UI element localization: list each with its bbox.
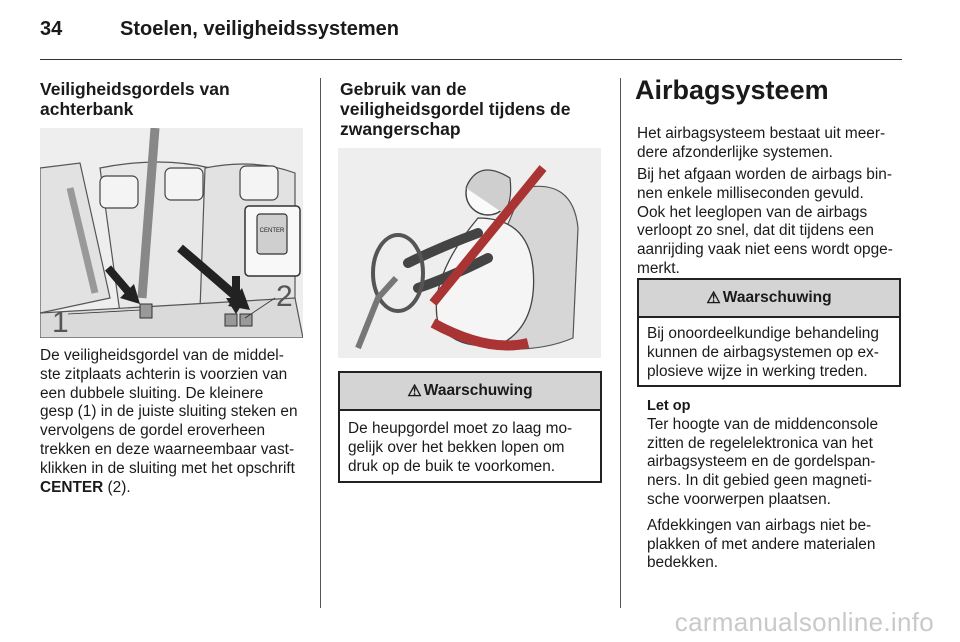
text-line: merkt.: [637, 259, 680, 277]
text-line: sche voorwerpen plaatsen.: [647, 490, 831, 508]
heading-line: Veiligheidsgordels van: [40, 79, 230, 99]
warning-line: Bij onoordeelkundige behandeling: [647, 325, 879, 342]
warning-line: druk op de buik te voorkomen.: [348, 457, 556, 475]
warning-body: [639, 318, 899, 390]
column-divider-1: [320, 78, 321, 608]
warning-title: Waarschuwing: [722, 289, 832, 306]
column-divider-2: [620, 78, 621, 608]
text-line: vervolgens de gordel eroverheen: [40, 422, 266, 440]
airbag-intro-paragraph: [637, 125, 907, 163]
text-line: aanrijding vaak niet eens wordt opge-: [637, 241, 893, 259]
watermark: carmanualsonline.info: [674, 607, 934, 637]
rear-seat-belt-illustration: [40, 128, 303, 338]
text-line: klikken in de sluiting met het opschrift: [40, 459, 295, 477]
warning-body: [340, 411, 600, 485]
heading-line: zwangerschap: [340, 119, 461, 139]
figure-label-2: 2: [276, 280, 293, 313]
heading-line: veiligheidsgordel tijdens de: [340, 99, 571, 119]
warning-header: [639, 280, 899, 318]
warning-line: gelijk over het bekken lopen om: [348, 438, 565, 456]
heading-line: Gebruik van de: [340, 79, 467, 99]
text-line: airbagsysteem en de gordelspan-: [647, 453, 876, 471]
text-line: plakken of met andere materialen: [647, 535, 876, 553]
text-line: trekken en deze waarneembaar vast-: [40, 440, 295, 458]
text-line: nen enkele milliseconden gevuld.: [637, 184, 864, 202]
warning-line: plosieve wijze in werking treden.: [647, 362, 868, 380]
text-line: Bij het afgaan worden de airbags bin-: [637, 166, 892, 183]
rear-belt-paragraph: [40, 347, 310, 497]
text-line: verloopt zo snel, dat dit tijdens een: [637, 222, 874, 240]
text-line: Ter hoogte van de middenconsole: [647, 415, 879, 433]
page-title: Stoelen, veiligheidssystemen: [120, 18, 399, 40]
section-heading-pregnancy: [340, 79, 610, 139]
center-label: CENTER: [40, 478, 104, 496]
caution-note: [647, 397, 907, 573]
text-fragment: (2).: [103, 478, 131, 496]
airbag-heading: Airbagsysteem: [635, 75, 829, 105]
text-line: [40, 479, 310, 498]
rear-seat-svg: [40, 128, 303, 338]
text-line: dere afzonderlijke systemen.: [637, 143, 833, 161]
note-title: Let op: [647, 398, 691, 414]
pregnant-driver-svg: [338, 148, 601, 358]
warning-triangle-icon: ⚠: [706, 290, 721, 307]
text-line: Afdekkingen van airbags niet be-: [647, 516, 872, 534]
warning-triangle-icon: ⚠: [407, 383, 422, 400]
text-line: zitten de regelelektronica van het: [647, 434, 873, 452]
airbag-inflation-paragraph: [637, 166, 907, 279]
warning-title: Waarschuwing: [423, 382, 533, 399]
text-line: Het airbagsysteem bestaat uit meer-: [637, 125, 886, 142]
text-line: ste zitplaats achterin is voorzien van: [40, 365, 288, 383]
pregnancy-warning-box: [338, 371, 602, 483]
figure-label-1: 1: [52, 306, 69, 338]
text-line: ners. In dit gebied geen magneti-: [647, 472, 873, 490]
section-heading-rear-belts: [40, 79, 310, 119]
page-number: 34: [40, 18, 63, 40]
warning-line: kunnen de airbagsystemen op ex-: [647, 343, 879, 361]
text-line: gesp (1) in de juiste sluiting steken en: [40, 403, 298, 421]
warning-header: [340, 373, 600, 411]
pregnant-driver-illustration: [338, 148, 601, 358]
warning-line: De heupgordel moet zo laag mo-: [348, 420, 573, 437]
header-divider: [40, 59, 902, 60]
text-line: bedekken.: [647, 554, 719, 572]
text-line: Ook het leeglopen van de airbags: [637, 203, 868, 221]
text-line: De veiligheidsgordel van de middel-: [40, 347, 284, 364]
heading-line: achterbank: [40, 99, 134, 119]
center-buckle-tag: CENTER: [259, 228, 285, 234]
text-line: een dubbele sluiting. De kleinere: [40, 384, 264, 402]
airbag-warning-box: [637, 278, 901, 387]
